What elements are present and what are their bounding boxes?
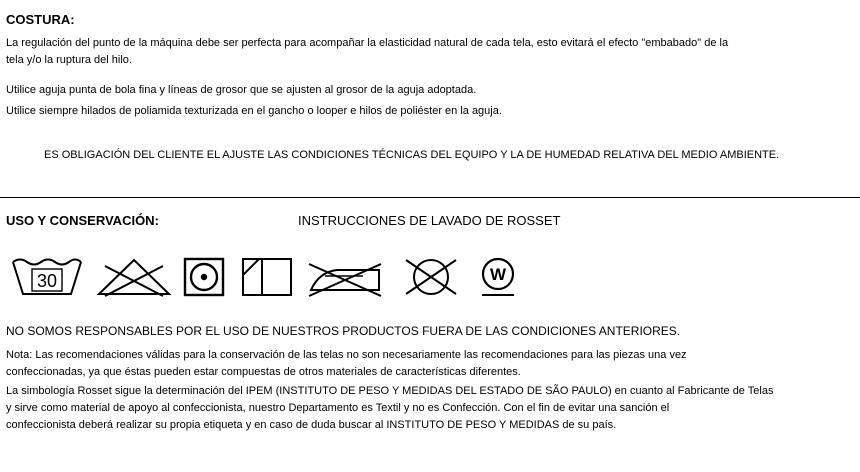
note-line-1: Nota: Las recomendaciones válidas para la conservación de las telas no son necesariamente las recomendaciones para las piezas una vez — [6, 349, 687, 361]
no-iron-icon — [305, 256, 385, 298]
costura-line-1: La regulación del punto de la máquina debe ser perfecta para acompañar la elasticidad natural de cada tela, esto evitará el efecto "embabado" de la — [6, 37, 729, 49]
dry-in-shade-icon — [240, 256, 294, 298]
wash-temperature: 30 — [36, 271, 58, 291]
uso-title: USO Y CONSERVACIÓN: — [6, 213, 159, 228]
costura-line-3: Utilice aguja punta de bola fina y líneas de grosor que se ajusten al grosor de la aguja adoptada. — [6, 84, 477, 96]
note-line-4: y sirve como material de apoyo al confeccionista, nuestro Departamento es Textil y no es Confección. Con el fin de evitar una sanción el — [6, 402, 670, 414]
no-dry-clean-icon — [398, 256, 464, 298]
costura-title: COSTURA: — [6, 12, 75, 27]
note-line-3: La simbología Rosset sigue la determinación del IPEM (INSTITUTO DE PESO Y MEDIDAS DEL ESTADO DE SÃO PAULO) en cuanto al Fabricante de Telas — [6, 385, 774, 397]
costura-line-4: Utilice siempre hilados de poliamida texturizada en el gancho o looper e hilos de poliéster en la aguja. — [6, 105, 502, 117]
note-line-5: confeccionista deberá realizar su propia etiqueta y en caso de duda buscar al INSTITUTO DE PESO Y MEDIDAS de su país. — [6, 419, 617, 431]
no-bleach-icon — [95, 256, 173, 298]
wash-30-icon — [10, 256, 84, 298]
section-divider — [0, 197, 860, 198]
wet-clean-letter: W — [489, 265, 507, 284]
disclaimer: NO SOMOS RESPONSABLES POR EL USO DE NUESTROS PRODUCTOS FUERA DE LAS CONDICIONES ANTERIORES. — [6, 324, 681, 338]
costura-line-2: tela y/o la ruptura del hilo. — [6, 54, 132, 66]
costura-notice: ES OBLIGACIÓN DEL CLIENTE EL AJUSTE LAS CONDICIONES TÉCNICAS DEL EQUIPO Y LA DE HUMEDAD RELATIVA DEL MEDIO AMBIENTE. — [44, 149, 780, 161]
wet-cleaning-icon — [476, 256, 520, 298]
tumble-dry-low-icon — [182, 256, 226, 298]
uso-subtitle: INSTRUCCIONES DE LAVADO DE ROSSET — [298, 213, 561, 228]
note-line-2: confeccionadas, ya que éstas pueden estar compuestas de otros materiales de características diferentes. — [6, 366, 521, 378]
